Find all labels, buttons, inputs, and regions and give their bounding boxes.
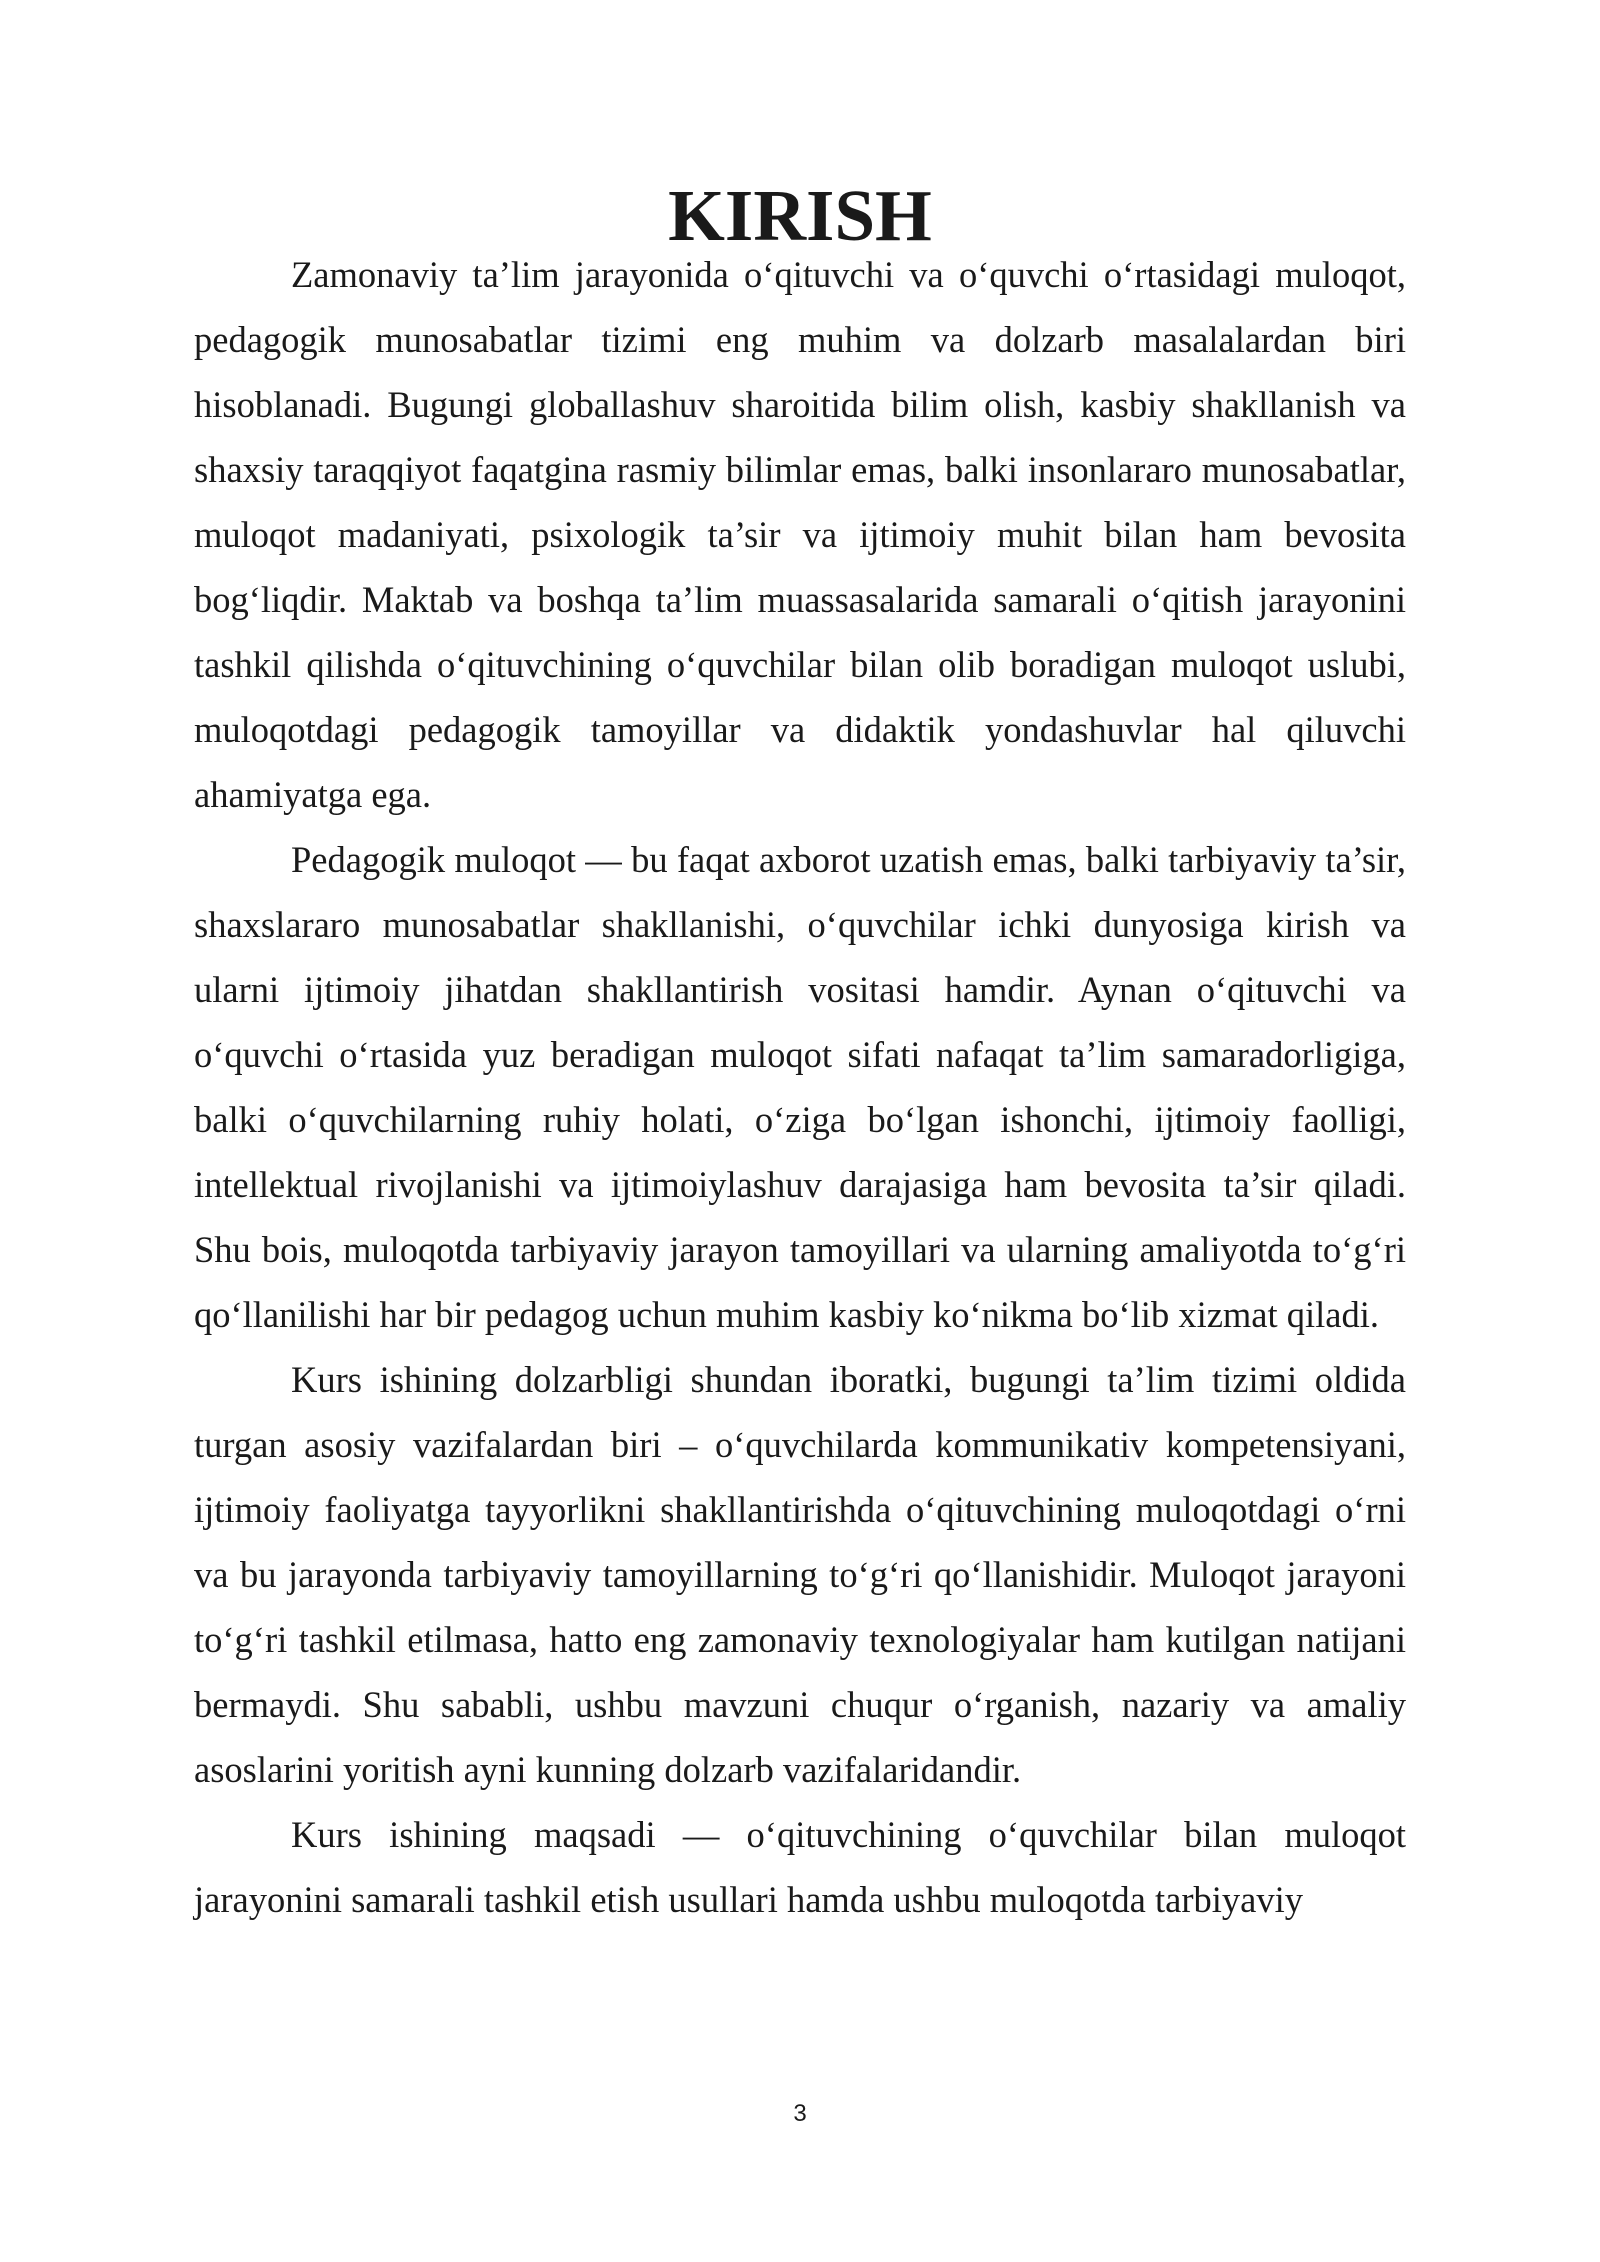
paragraph-1: Zamonaviy ta’lim jarayonida o‘qituvchi va o‘quvchi o‘rtasidagi muloqot, pedagogik munosabatlar tizimi eng muhim va dolzarb masalalardan biri hisoblanadi. Bugungi globallashuv sharoitida bilim olish, kasbiy shakllanish va shaxsiy taraqqiyot faqatgina rasmiy bilimlar emas, balki insonlararo munosabatlar, muloqot madaniyati, psixologik ta’sir va ijtimoiy muhit bilan ham bevosita bog‘liqdir. Maktab va boshqa ta’lim muassasalarida samarali o‘qitish jarayonini tashkil qilishda o‘qituvchining o‘quvchilar bilan olib boradigan muloqot uslubi, muloqotdagi pedagogik tamoyillar va didaktik yondashuvlar hal qiluvchi ahamiyatga ega. <box>194 254 1406 815</box>
section-title: KIRISH <box>668 175 932 256</box>
paragraph-4: Kurs ishining maqsadi — o‘qituvchining o‘quvchilar bilan muloqot jarayonini samarali tashkil etish usullari hamda ushbu muloqotda tarbiyaviy <box>194 1814 1406 1920</box>
page-content <box>194 175 1406 1932</box>
paragraph-3: Kurs ishining dolzarbligi shundan iboratki, bugungi ta’lim tizimi oldida turgan asosiy vazifalardan biri – o‘quvchilarda kommunikativ kompetensiyani, ijtimoiy faoliyatga tayyorlikni shakllantirishda o‘qituvchining muloqotdagi o‘rni va bu jarayonda tarbiyaviy tamoyillarning to‘g‘ri qo‘llanishidir. Muloqot jarayoni to‘g‘ri tashkil etilmasa, hatto eng zamonaviy texnologiyalar ham kutilgan natijani bermaydi. Shu sababli, ushbu mavzuni chuqur o‘rganish, nazariy va amaliy asoslarini yoritish ayni kunning dolzarb vazifalaridandir. <box>194 1359 1406 1790</box>
page-number: 3 <box>793 2100 807 2127</box>
paragraph-2: Pedagogik muloqot — bu faqat axborot uzatish emas, balki tarbiyaviy ta’sir, shaxslararo munosabatlar shakllanishi, o‘quvchilar ichki dunyosiga kirish va ularni ijtimoiy jihatdan shakllantirish vositasi hamdir. Aynan o‘qituvchi va o‘quvchi o‘rtasida yuz beradigan muloqot sifati nafaqat ta’lim samaradorligiga, balki o‘quvchilarning ruhiy holati, o‘ziga bo‘lgan ishonchi, ijtimoiy faolligi, intellektual rivojlanishi va ijtimoiylashuv darajasiga ham bevosita ta’sir qiladi. Shu bois, muloqotda tarbiyaviy jarayon tamoyillari va ularning amaliyotda to‘g‘ri qo‘llanilishi har bir pedagog uchun muhim kasbiy ko‘nikma bo‘lib xizmat qiladi. <box>194 839 1406 1335</box>
